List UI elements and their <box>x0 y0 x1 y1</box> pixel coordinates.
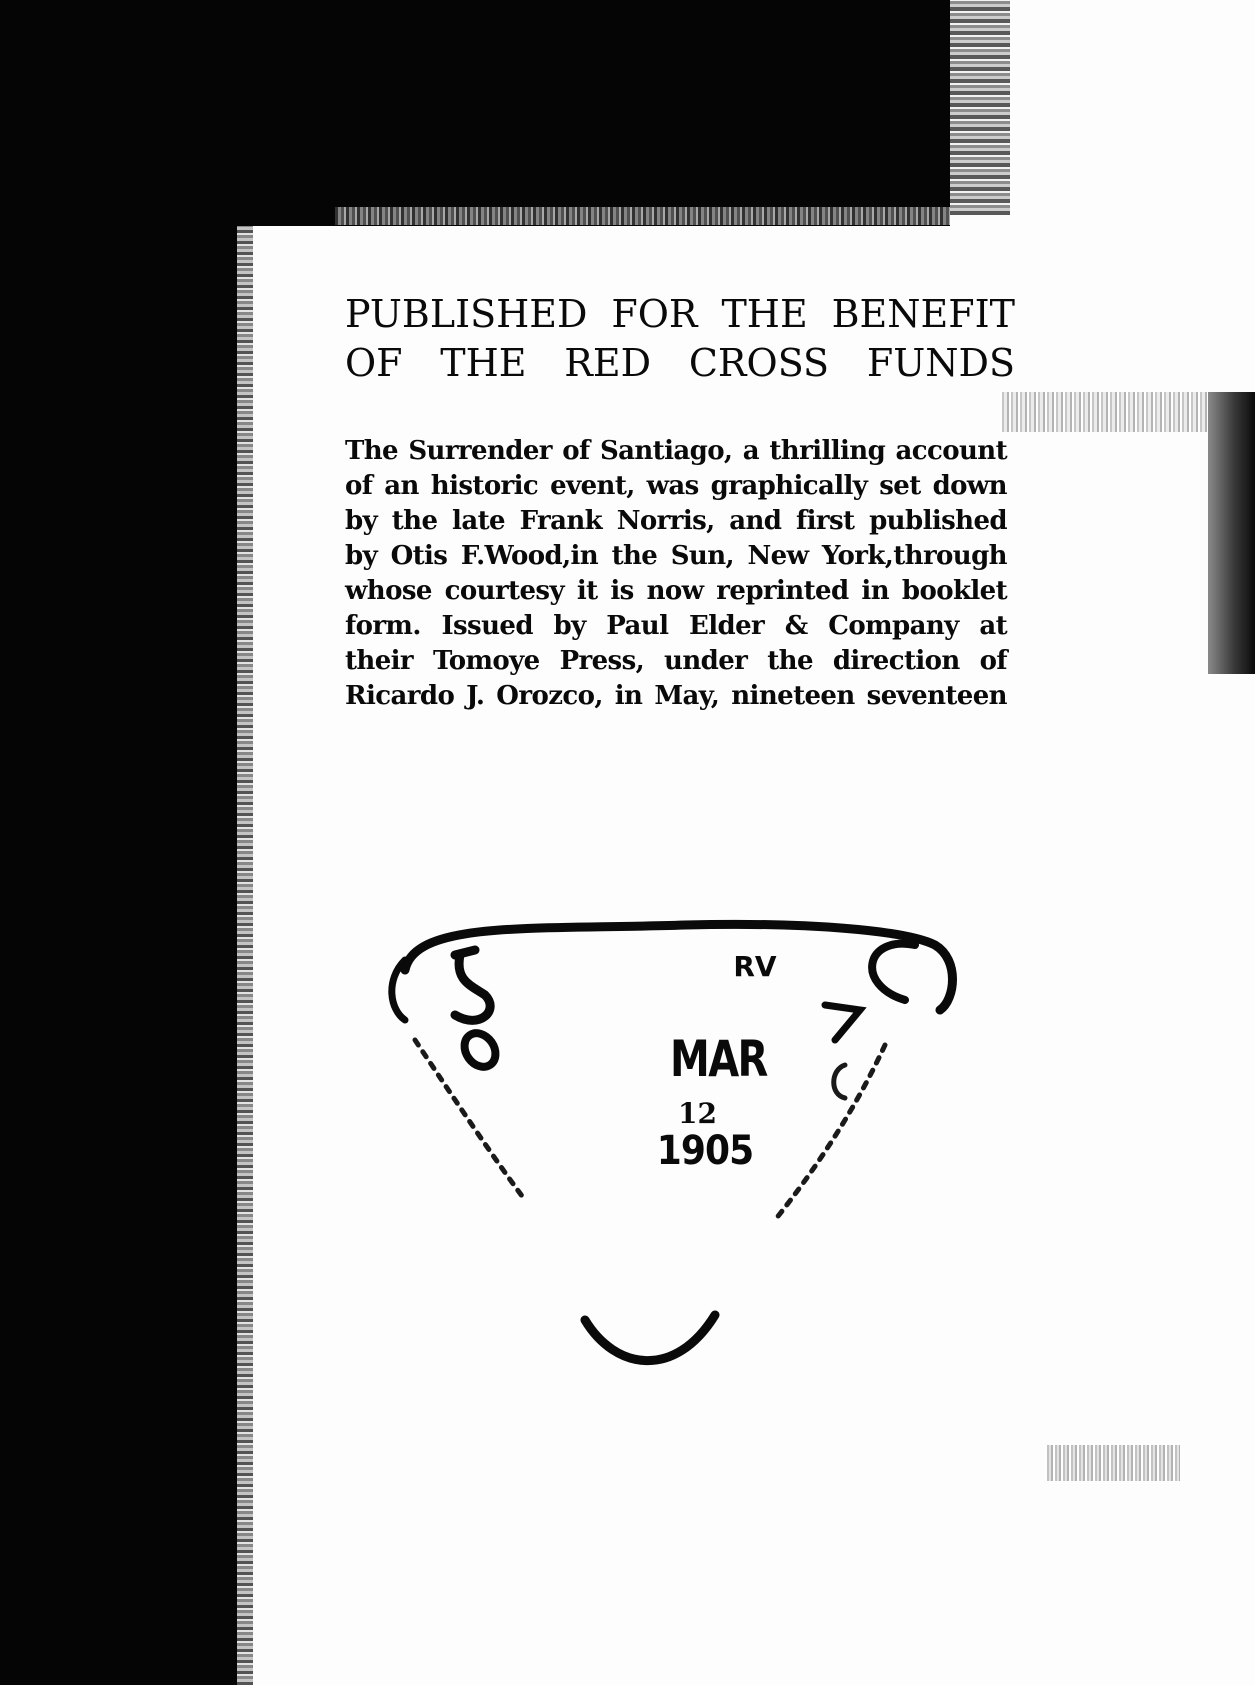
colophon-line: form. Issued by Paul Elder & Company at <box>345 611 1007 641</box>
stamp-code: RV <box>733 950 777 983</box>
colophon-line: The Surrender of Santiago, a thrilling account <box>345 436 1007 466</box>
stamp-month: MAR <box>670 1030 767 1088</box>
colophon-line: whose courtesy it is now reprinted in booklet <box>345 576 1007 606</box>
colophon-line: their Tomoye Press, under the direction of <box>345 646 1007 676</box>
stamp-right-curl <box>872 944 915 1000</box>
colophon-line: by Otis F.Wood,in the Sun, New York,through <box>345 541 1007 571</box>
scan-noise-left-edge <box>237 226 253 1685</box>
stamp-numeral-5 <box>455 950 490 1020</box>
scan-noise-top-right <box>950 0 1010 215</box>
scan-border-left <box>0 226 237 1685</box>
scan-noise-right-top <box>1000 392 1210 432</box>
colophon-paragraph <box>345 434 1007 714</box>
colophon-line: Ricardo J. Orozco, in May, nineteen seventeen <box>345 681 1007 711</box>
stamp-right-side <box>775 1045 885 1220</box>
heading-line-2: OF THE RED CROSS FUNDS <box>345 341 1015 385</box>
stamp-numeral-7 <box>825 1005 860 1040</box>
stamp-numeral-0 <box>458 1027 502 1073</box>
stamp-year: 1905 <box>656 1128 754 1174</box>
heading-line-1: PUBLISHED FOR THE BENEFIT <box>345 292 1015 336</box>
scan-noise-right-bottom <box>1045 1445 1180 1481</box>
stamp-bottom-curve <box>585 1315 715 1361</box>
colophon-line: by the late Frank Norris, and first published <box>345 506 1007 536</box>
colophon-line: of an historic event, was graphically set down <box>345 471 1007 501</box>
scan-border-right-bar <box>1208 392 1255 674</box>
scan-border-top <box>0 0 950 226</box>
stamp-numeral-c <box>834 1065 845 1098</box>
scan-noise-top-edge <box>335 207 950 225</box>
page-heading <box>345 290 1015 388</box>
stamp-day: 12 <box>678 1097 717 1130</box>
